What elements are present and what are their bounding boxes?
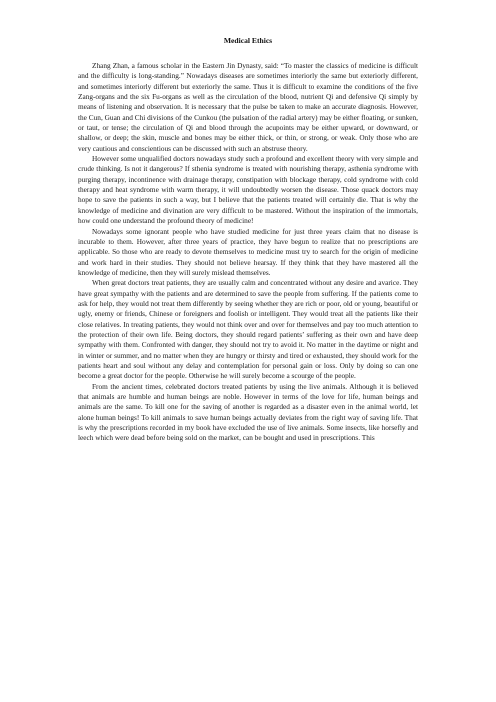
paragraph: Nowadays some ignorant people who have studied medicine for just three years claim that no disease is incurable to them. However, after three years of practice, they have begun to realize that no prescriptions are applicable. So those who are ready to devote themselves to medicine must try to search for the origin of medicine and work hard in their studies. They should not believe hearsay. If they think that they have mastered all the knowledge of medicine, then they will surely mislead themselves.: [78, 226, 418, 277]
paragraph: However some unqualified doctors nowadays study such a profound and excellent theory with very simple and crude thinking. Is not it dangerous? If sthenia syndrome is treated with nourishing therapy, asthenia syndrome with purging therapy, incontinence with drainage therapy, constipation with blockage therapy, cold syndrome with cold therapy and heat syndrome with warm therapy, it will undoubtedly worsen the disease. Those quack doctors may hope to save the patients in such a way, but I believe that the patients treated will certainly die. That is why the knowledge of medicine and divination are very difficult to be mastered. Without the inspiration of the immortals, how could one understand the profound theory of medicine!: [78, 154, 418, 226]
paragraph: From the ancient times, celebrated doctors treated patients by using the live animals. Although it is believed that animals are humble and human beings are noble. However in terms of the love for life, human beings and animals are the same. To kill one for the saving of another is regarded as a disaster even in the animal world, let alone human beings! To kill animals to save human beings actually deviates from the right way of saving life. That is why the prescriptions recorded in my book have excluded the use of live animals. Some insects, like horsefly and leech which were dead before being sold on the market, can be bought and used in prescriptions. This: [78, 381, 418, 443]
paragraph: When great doctors treat patients, they are usually calm and concentrated without any desire and avarice. They have great sympathy with the patients and are determined to save the people from suffering. If the patients come to ask for help, they would not treat them differently by seeing whether they are rich or poor, old or young, beautiful or ugly, enemy or friends, Chinese or foreigners and foolish or intelligent. They would treat all the patients like their close relatives. In treating patients, they would not think over and over for themselves and pay too much attention to the protection of their own life. Being doctors, they should regard patients’ suffering as their own and have deep sympathy with them. Confronted with danger, they should not try to avoid it. No matter in the daytime or night and in winter or summer, and no matter when they are hungry or thirsty and tired or exhausted, they should work for the patients heart and soul without any delay and contemplation for personal gain or loss. Only by doing so can one become a great doctor for the people. Otherwise he will surely become a scourge of the people.: [78, 278, 418, 381]
paragraph: Zhang Zhan, a famous scholar in the Eastern Jin Dynasty, said: “To master the classics of medicine is difficult and the difficulty is long-standing.” Nowadays diseases are sometimes interiorly the same but exteriorly different, and sometimes interiorly different but exteriorly the same. Thus it is difficult to examine the conditions of the five Zang-organs and the six Fu-organs as well as the circulation of the blood, nutrient Qi and defensive Qi simply by means of listening and observation. It is necessary that the pulse be taken to make an accurate diagnosis. However, the Cun, Guan and Chi divisions of the Cunkou (the pulsation of the radial artery) may be either floating, or sunken, or taut, or tense; the circulation of Qi and blood through the acupoints may be either upward, or downward, or shallow, or deep; the skin, muscle and bones may be either thick, or thin, or strong, or weak. Only those who are very cautious and conscientious can be discussed with such an abstruse theory.: [78, 61, 418, 153]
body-text: [78, 61, 418, 444]
page-title: Medical Ethics: [223, 36, 273, 45]
